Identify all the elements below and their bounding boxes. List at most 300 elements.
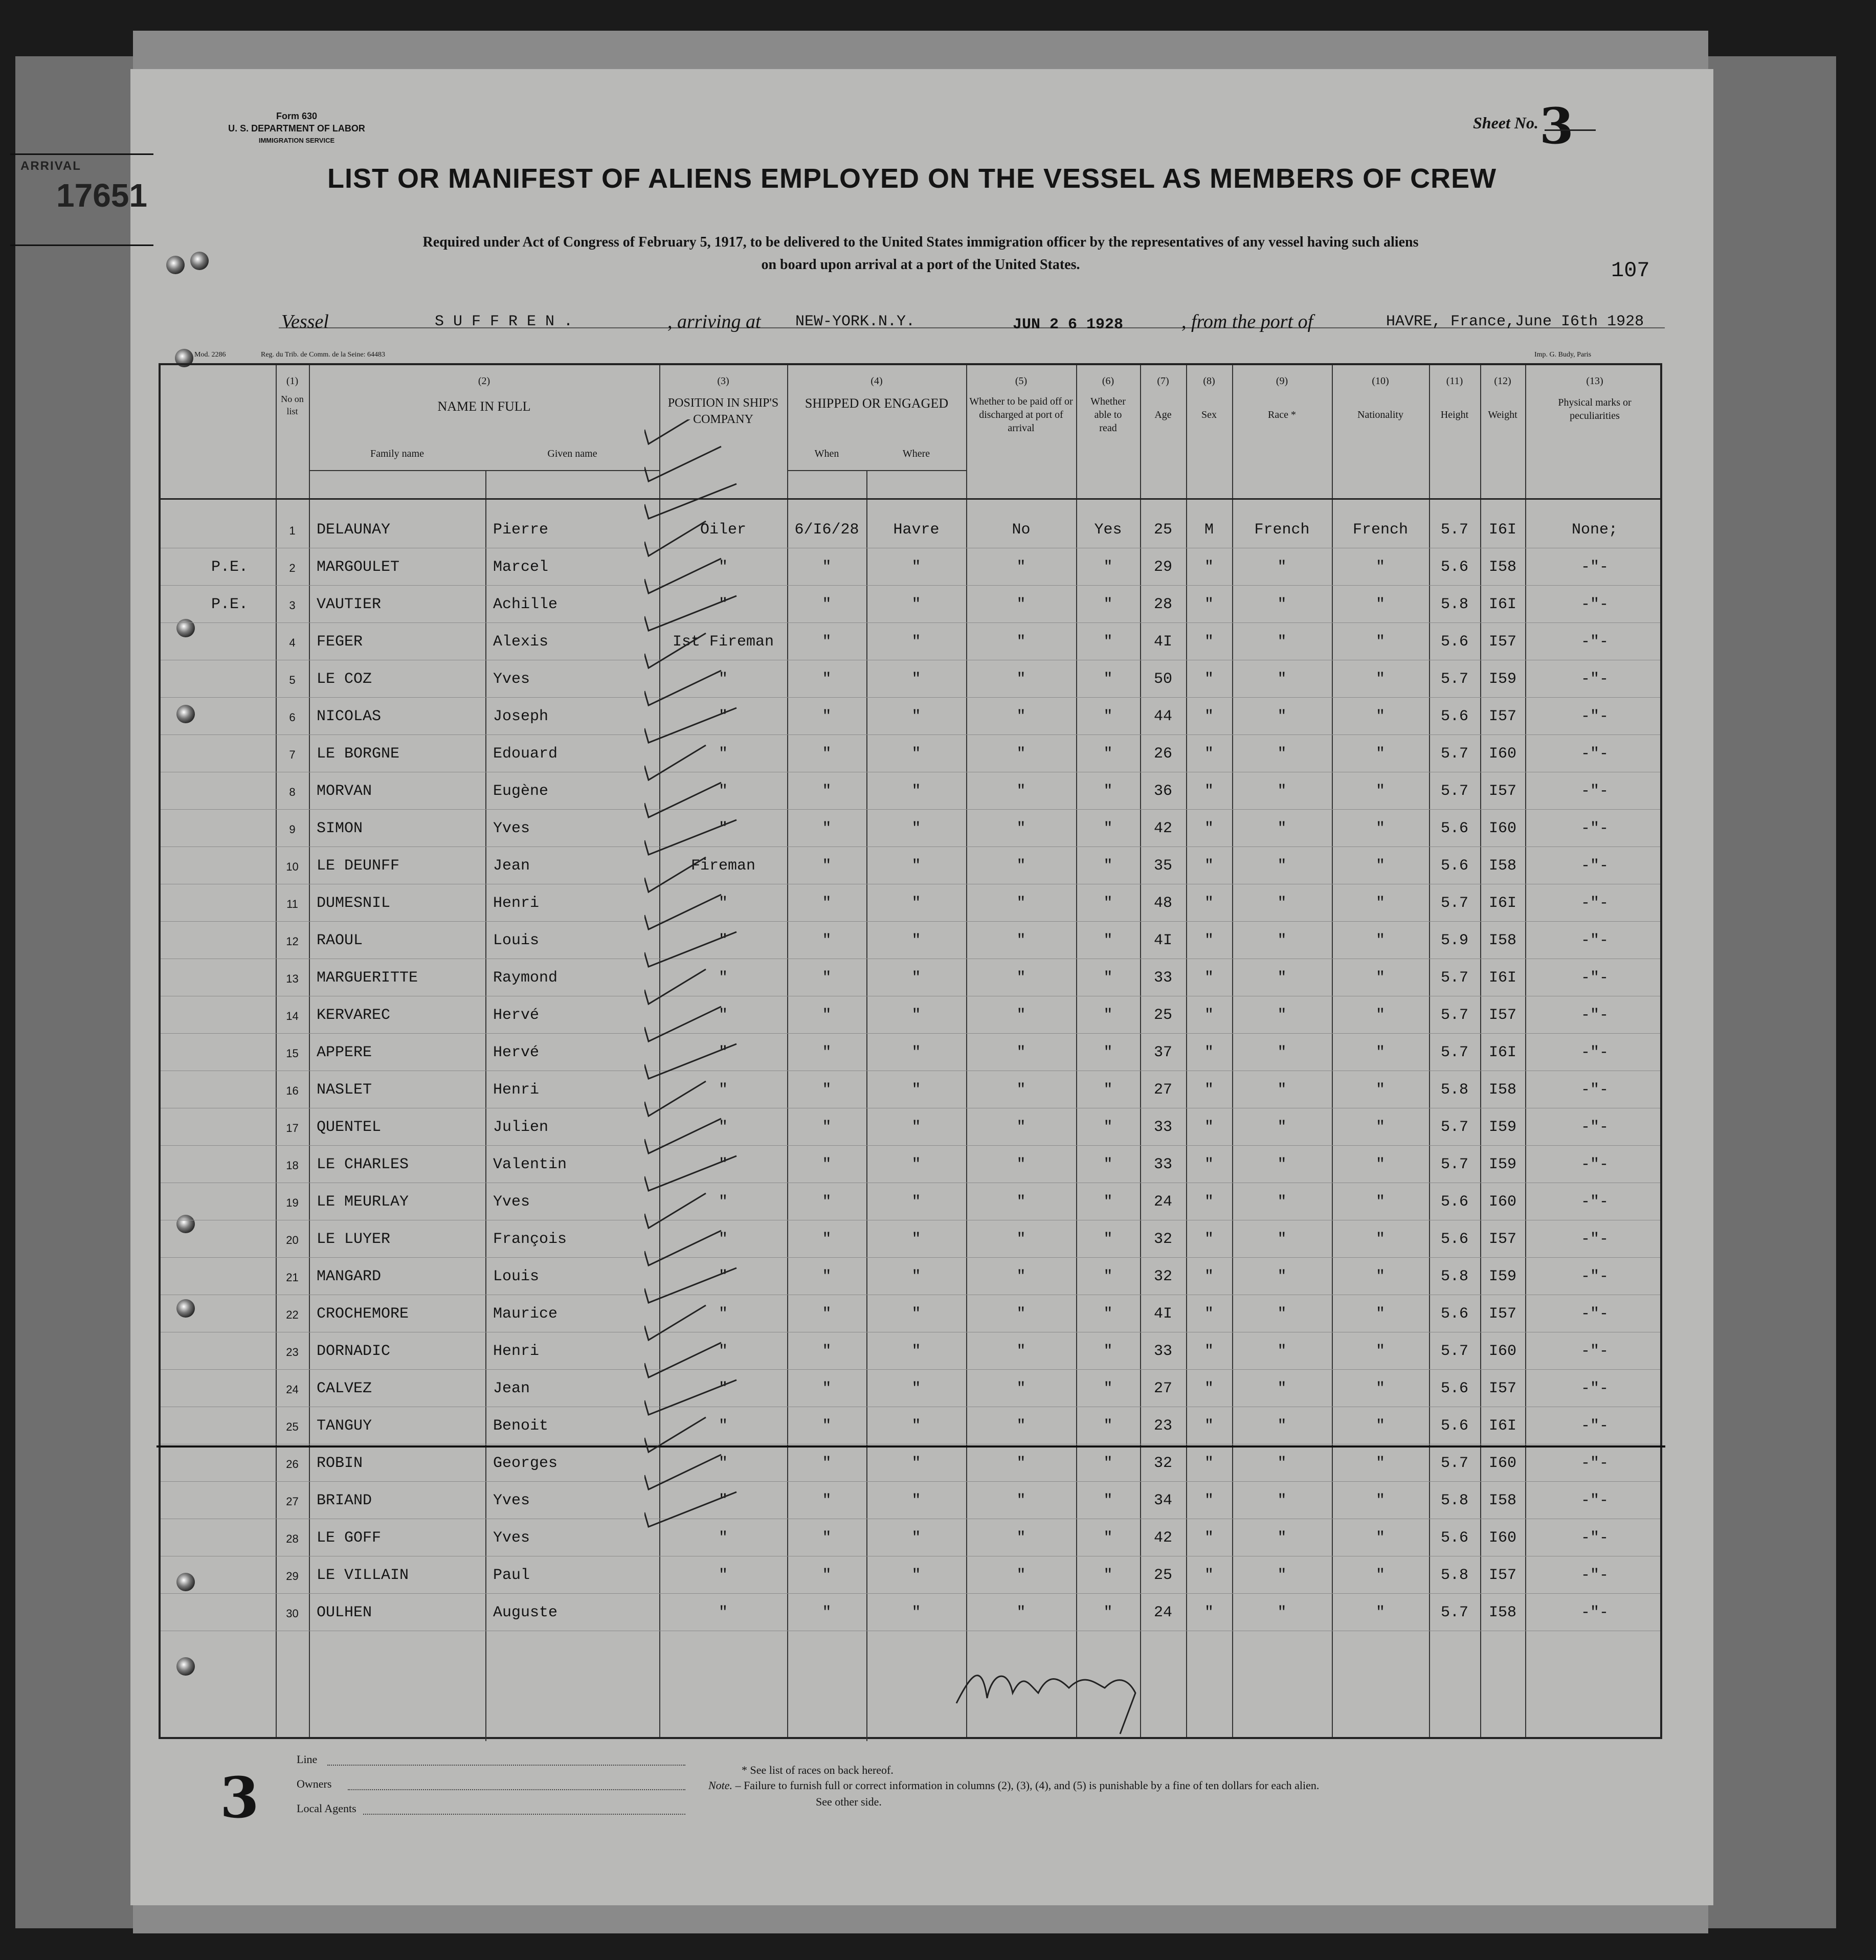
cell-weight: I60 [1488,1529,1516,1547]
cell-position: " [718,820,728,837]
cell-sex: " [1204,1081,1214,1099]
cell-when: " [822,1567,832,1584]
cell-family: DORNADIC [317,1343,391,1360]
cell-when: 6/I6/28 [794,521,859,539]
cell-paid: " [1016,559,1026,576]
page-title: LIST OR MANIFEST OF ALIENS EMPLOYED ON THE VESSEL AS MEMBERS OF CREW [327,163,1497,194]
cell-read: " [1103,559,1113,576]
cell-family: ROBIN [317,1455,363,1472]
penalty-note-label: Note. [708,1779,733,1792]
cell-no: 29 [286,1570,299,1583]
cell-read: " [1103,596,1113,613]
cell-height: 5.6 [1440,1305,1468,1323]
cell-paid: " [1016,1156,1026,1173]
cell-when: " [822,1081,832,1099]
cell-no: 2 [289,562,296,574]
owners-label: Owners [297,1777,332,1790]
cell-weight: I59 [1488,1268,1516,1285]
cell-read: " [1103,1268,1113,1285]
check-mark-icon [644,596,736,631]
cell-nationality: " [1375,1417,1385,1435]
cell-age: 44 [1153,708,1172,725]
cell-position: " [718,559,728,576]
cell-marks: -"- [1580,1268,1609,1285]
cell-where: " [911,1119,921,1136]
cell-when: " [822,671,832,688]
cell-no: 6 [289,711,296,724]
cell-paid: " [1016,857,1026,875]
cell-weight: I6I [1488,1044,1516,1061]
cell-nationality: " [1375,1455,1385,1472]
cell-family: LE DEUNFF [317,857,400,875]
check-mark-icon [644,1417,706,1452]
cell-marks: -"- [1580,1343,1609,1360]
cell-read: " [1103,1567,1113,1584]
cell-no: 3 [289,599,296,612]
cell-nationality: " [1375,857,1385,875]
check-mark-icon [644,820,736,855]
cell-age: 25 [1153,521,1172,539]
row-note: P.E. [211,596,248,613]
cell-height: 5.7 [1440,1455,1468,1472]
races-note: * See list of races on back hereof. [742,1764,894,1776]
cell-where: " [911,559,921,576]
form-identifier [220,110,373,147]
officer-signature [951,1652,1156,1744]
cell-nationality: " [1375,1119,1385,1136]
cell-position: " [718,1455,728,1472]
cell-race: " [1277,671,1287,688]
cell-sex: " [1204,745,1214,763]
cell-given: Auguste [493,1604,558,1621]
cell-height: 5.7 [1440,1007,1468,1024]
cell-where: " [911,1529,921,1547]
cell-age: 35 [1153,857,1172,875]
cell-given: Yves [493,1193,530,1211]
cell-sex: " [1204,1268,1214,1285]
owners-rule [348,1789,685,1790]
cell-where: " [911,783,921,800]
cell-when: " [822,969,832,987]
cell-marks: -"- [1580,783,1609,800]
cell-paid: " [1016,1604,1026,1621]
cell-when: " [822,1604,832,1621]
cell-nationality: French [1352,521,1409,539]
cell-given: Yves [493,1492,530,1509]
cell-paid: " [1016,633,1026,651]
check-mark-icon [644,857,706,892]
cell-marks: -"- [1580,857,1609,875]
cell-read: " [1103,1604,1113,1621]
cell-height: 5.6 [1440,1380,1468,1397]
cell-no: 15 [286,1047,299,1060]
cell-paid: " [1016,1044,1026,1061]
cell-when: " [822,1044,832,1061]
cell-given: Louis [493,932,540,949]
check-mark-icon [644,1455,721,1489]
cell-given: Yves [493,1529,530,1547]
cell-no: 9 [289,823,296,836]
cell-nationality: " [1375,1305,1385,1323]
cell-paid: " [1016,783,1026,800]
col11-header: (11) Height [1440,375,1469,420]
cell-no: 13 [286,972,299,985]
col12-header: (12) Weight [1488,375,1517,420]
cell-position: " [718,1231,728,1248]
cell-race: " [1277,1119,1287,1136]
cell-read: " [1103,857,1113,875]
cell-marks: -"- [1580,1119,1609,1136]
cell-position: Oiler [700,521,746,539]
cell-sex: " [1204,671,1214,688]
cell-marks: -"- [1580,1380,1609,1397]
line-rule [327,1765,685,1766]
cell-age: 32 [1153,1231,1172,1248]
cell-family: BRIAND [317,1492,372,1509]
cell-sex: " [1204,820,1214,837]
cell-sex: " [1204,932,1214,949]
cell-where: " [911,745,921,763]
col6-header: (6) Whether able to read [1090,375,1126,434]
cell-where: Havre [893,521,940,539]
cell-race: " [1277,745,1287,763]
cell-read: " [1103,745,1113,763]
cell-where: " [911,1044,921,1061]
cell-position: " [718,932,728,949]
cell-given: Paul [493,1567,530,1584]
line-label: Line [297,1753,318,1766]
requirement-text [245,231,1596,276]
cell-no: 30 [286,1607,299,1620]
cell-marks: -"- [1580,820,1609,837]
cell-no: 11 [286,898,298,910]
cell-where: " [911,857,921,875]
cell-race: " [1277,1417,1287,1435]
cell-race: " [1277,1529,1287,1547]
arrival-stamp-label: ARRIVAL [20,159,81,173]
cell-paid: " [1016,1007,1026,1024]
cell-read: " [1103,1455,1113,1472]
cell-no: 22 [286,1308,299,1321]
cell-age: 24 [1153,1193,1172,1211]
cell-read: " [1103,783,1113,800]
cell-height: 5.7 [1440,1119,1468,1136]
cell-weight: I6I [1488,969,1516,987]
cell-no: 4 [289,636,296,649]
cell-weight: I58 [1488,1492,1516,1509]
cell-given: Yves [493,671,530,688]
cell-nationality: " [1375,969,1385,987]
cell-when: " [822,1455,832,1472]
cell-paid: " [1016,1380,1026,1397]
cell-weight: I58 [1488,559,1516,576]
cell-sex: " [1204,708,1214,725]
cell-when: " [822,708,832,725]
cell-marks: -"- [1580,932,1609,949]
cell-position: " [718,1081,728,1099]
cell-height: 5.7 [1440,1156,1468,1173]
cell-given: Pierre [493,521,549,539]
cell-age: 4I [1153,1305,1172,1323]
check-mark-icon [644,671,721,705]
printer-imprint: Imp. G. Budy, Paris [1534,351,1592,359]
cell-given: Hervé [493,1044,540,1061]
cell-paid: " [1016,1119,1026,1136]
check-mark-icon [644,559,721,593]
requirement-line-1: Required under Act of Congress of February 5, 1917, to be delivered to the United States immigration officer by the representatives of any vessel having such aliens [422,234,1419,250]
cell-given: Yves [493,820,530,837]
cell-weight: I60 [1488,745,1516,763]
cell-family: LE BORGNE [317,745,400,763]
check-mark-icon [644,1081,706,1116]
see-other-side: See other side. [816,1795,882,1808]
col10-header: (10) Nationality [1357,375,1403,420]
cell-race: " [1277,1231,1287,1248]
penalty-note [708,1779,1319,1792]
cell-read: " [1103,1156,1113,1173]
cell-sex: " [1204,1343,1214,1360]
cell-sex: " [1204,1417,1214,1435]
cell-marks: -"- [1580,708,1609,725]
check-mark-icon [644,419,706,444]
cell-weight: I58 [1488,932,1516,949]
cell-height: 5.6 [1440,1529,1468,1547]
cell-given: Maurice [493,1305,558,1323]
cell-race: " [1277,1268,1287,1285]
cell-no: 14 [286,1010,299,1022]
cell-race: " [1277,1193,1287,1211]
cell-age: 4I [1153,633,1172,651]
cell-no: 26 [286,1458,299,1471]
cell-paid: " [1016,1343,1026,1360]
check-mark-icon [644,1268,736,1303]
cell-paid: " [1016,1081,1026,1099]
cell-age: 42 [1153,1529,1172,1547]
cell-paid: " [1016,708,1026,725]
cell-position: " [718,1007,728,1024]
cell-race: " [1277,1007,1287,1024]
cell-weight: I57 [1488,1007,1516,1024]
cell-when: " [822,1007,832,1024]
cell-age: 24 [1153,1604,1172,1621]
cell-family: OULHEN [317,1604,372,1621]
departure-port-date: HAVRE, France,June I6th 1928 [1386,313,1644,330]
cell-height: 5.8 [1440,1567,1468,1584]
printer-register: Reg. du Trib. de Comm. de la Seine: 64483 [261,351,386,359]
cell-marks: -"- [1580,895,1609,912]
cell-family: SIMON [317,820,363,837]
col3-header: (3) POSITION IN SHIP'S COMPANY [667,375,779,426]
cell-given: Raymond [493,969,558,987]
cell-family: KERVAREC [317,1007,391,1024]
cell-given: Jean [493,857,530,875]
cell-nationality: " [1375,671,1385,688]
cell-sex: " [1204,857,1214,875]
col4-where-header: Where [902,448,930,459]
cell-given: Georges [493,1455,558,1472]
sheet-number: 3 [1539,97,1574,155]
cell-race: " [1277,1567,1287,1584]
col4-when-header: When [814,448,839,459]
cell-no: 17 [286,1122,299,1134]
cell-weight: I60 [1488,1193,1516,1211]
cell-paid: " [1016,1268,1026,1285]
cell-when: " [822,1529,832,1547]
cell-when: " [822,895,832,912]
cell-age: 27 [1153,1380,1172,1397]
cell-height: 5.8 [1440,1268,1468,1285]
cell-race: French [1254,521,1310,539]
cell-family: LE GOFF [317,1529,382,1547]
cell-read: " [1103,1231,1113,1248]
cell-nationality: " [1375,1343,1385,1360]
cell-sex: " [1204,1455,1214,1472]
cell-weight: I6I [1488,895,1516,912]
agents-rule [363,1814,685,1815]
cell-weight: I6I [1488,521,1516,539]
header-divider [309,470,659,471]
cell-nationality: " [1375,895,1385,912]
col2-family-header: Family name [370,448,424,459]
cell-family: QUENTEL [317,1119,382,1136]
check-mark-icon [644,1231,721,1265]
cell-read: " [1103,932,1113,949]
cell-weight: I57 [1488,1380,1516,1397]
punch-hole-icon [190,252,209,270]
cell-when: " [822,1417,832,1435]
check-mark-icon [644,708,736,743]
cell-family: LE VILLAIN [317,1567,409,1584]
check-mark-icon [644,447,721,481]
cell-sex: " [1204,1007,1214,1024]
cell-weight: I6I [1488,1417,1516,1435]
cell-where: " [911,1567,921,1584]
cell-sex: " [1204,1193,1214,1211]
cell-paid: " [1016,1529,1026,1547]
printer-mod: Mod. 2286 [194,351,226,359]
department-name: U. S. DEPARTMENT OF LABOR [228,123,365,133]
col9-header: (9) Race * [1268,375,1296,420]
cell-no: 28 [286,1532,299,1545]
cell-given: Eugène [493,783,549,800]
cell-no: 21 [286,1271,299,1284]
cell-read: " [1103,1343,1113,1360]
cell-position: " [718,895,728,912]
col4-header: (4) SHIPPED OR ENGAGED [805,375,949,411]
cell-position: " [718,596,728,613]
cell-nationality: " [1375,1007,1385,1024]
cell-given: Henri [493,1343,540,1360]
cell-marks: -"- [1580,1044,1609,1061]
cell-sex: " [1204,1567,1214,1584]
cell-height: 5.7 [1440,969,1468,987]
cell-age: 42 [1153,820,1172,837]
cell-position: Fireman [690,857,756,875]
check-mark-icon [644,1119,721,1153]
arrival-stamp [10,153,153,246]
cell-sex: " [1204,783,1214,800]
cell-where: " [911,1492,921,1509]
cell-where: " [911,1193,921,1211]
cell-height: 5.6 [1440,857,1468,875]
cell-read: " [1103,671,1113,688]
cell-marks: -"- [1580,1231,1609,1248]
col1-header: (1) No on list [281,375,304,416]
cell-given: François [493,1231,567,1248]
cell-read: " [1103,969,1113,987]
cell-marks: -"- [1580,1529,1609,1547]
check-mark-icon [644,1343,721,1377]
cell-where: " [911,1455,921,1472]
cell-position: " [718,1380,728,1397]
cell-marks: -"- [1580,1156,1609,1173]
cell-read: " [1103,1044,1113,1061]
cell-height: 5.6 [1440,633,1468,651]
cell-no: 23 [286,1346,299,1358]
cell-marks: -"- [1580,633,1609,651]
cell-read: Yes [1094,521,1122,539]
cell-height: 5.8 [1440,1081,1468,1099]
cell-race: " [1277,895,1287,912]
cell-age: 33 [1153,1343,1172,1360]
local-agents-label: Local Agents [297,1802,356,1815]
arrival-date-stamp: JUN 2 6 1928 [1013,316,1124,333]
cell-position: " [718,1119,728,1136]
cell-weight: I59 [1488,1156,1516,1173]
sheet-number-rule [1545,129,1596,131]
cell-race: " [1277,633,1287,651]
cell-read: " [1103,1529,1113,1547]
cell-paid: " [1016,1455,1026,1472]
arrival-port: NEW-YORK.N.Y. [795,313,915,330]
cell-position: " [718,745,728,763]
cell-no: 12 [286,935,299,948]
cell-height: 5.7 [1440,745,1468,763]
cell-height: 5.7 [1440,521,1468,539]
cell-position: " [718,1529,728,1547]
cell-position: " [718,783,728,800]
cell-position: " [718,1417,728,1435]
form-number: Form 630 [276,111,318,121]
check-mark-icon [644,484,736,519]
cell-weight: I57 [1488,1305,1516,1323]
cell-age: 32 [1153,1268,1172,1285]
cell-age: 50 [1153,671,1172,688]
cell-marks: -"- [1580,596,1609,613]
check-mark-icon [644,1193,706,1228]
cell-nationality: " [1375,1380,1385,1397]
cell-height: 5.6 [1440,1231,1468,1248]
cell-weight: I60 [1488,820,1516,837]
cell-when: " [822,559,832,576]
cell-marks: -"- [1580,671,1609,688]
cell-paid: " [1016,1231,1026,1248]
cell-race: " [1277,783,1287,800]
cell-height: 5.7 [1440,1343,1468,1360]
cell-sex: " [1204,1529,1214,1547]
check-marks [644,419,931,1678]
cell-weight: I57 [1488,1231,1516,1248]
cell-sex: " [1204,559,1214,576]
cell-sex: " [1204,1492,1214,1509]
cell-no: 24 [286,1383,299,1396]
cell-weight: I57 [1488,1567,1516,1584]
cell-where: " [911,969,921,987]
cell-age: 48 [1153,895,1172,912]
cell-family: TANGUY [317,1417,372,1435]
cell-family: NICOLAS [317,708,382,725]
cell-family: LE MEURLAY [317,1193,409,1211]
